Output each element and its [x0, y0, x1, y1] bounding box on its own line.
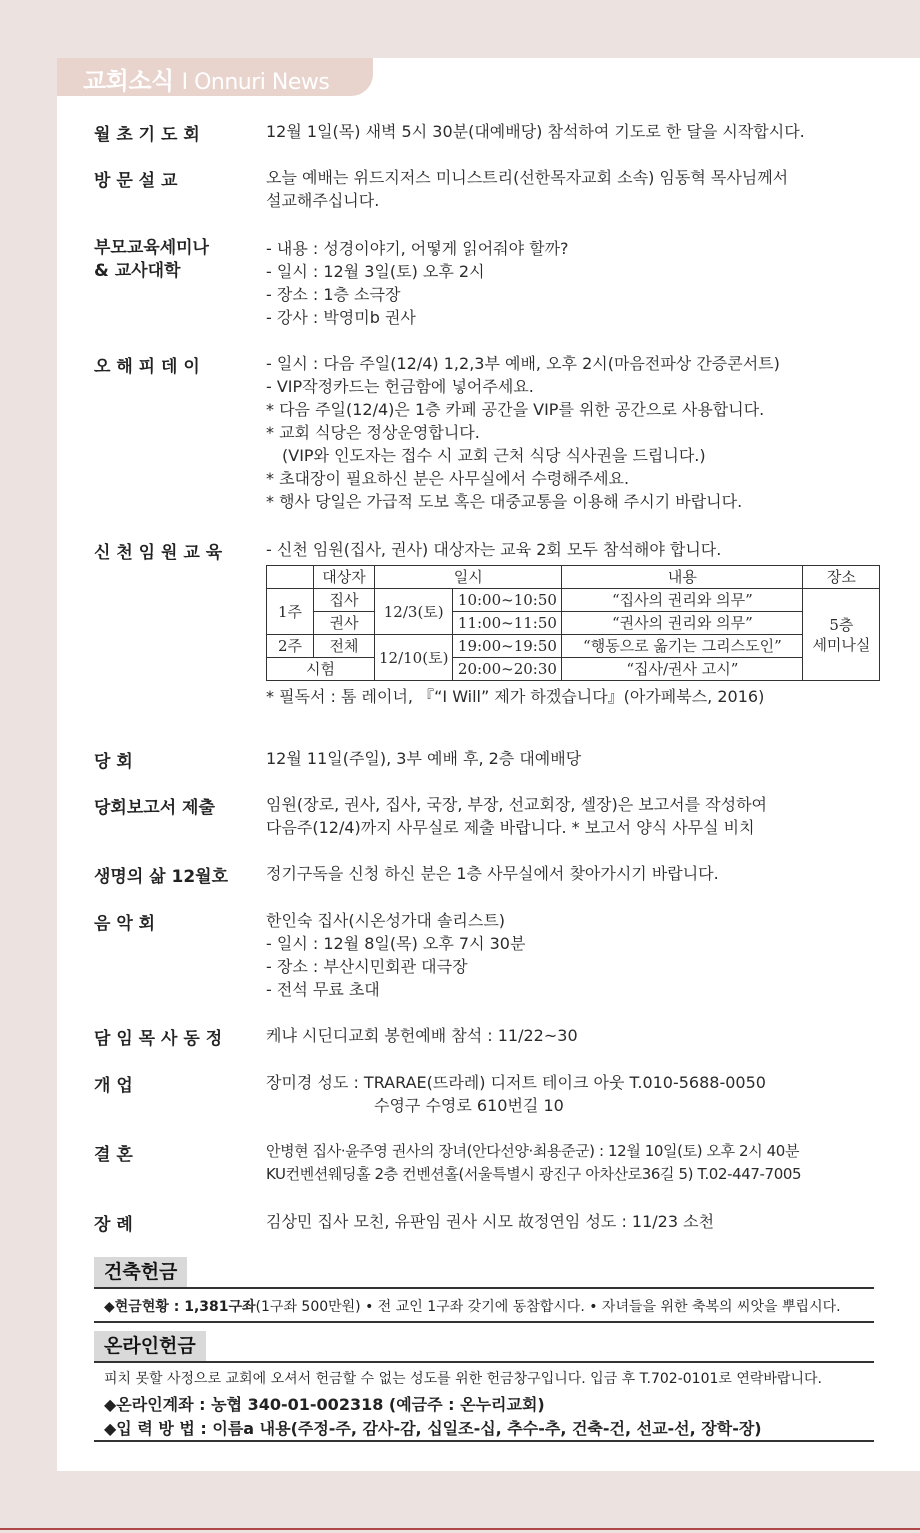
- table-cell: “집사의 권리와 의무”: [562, 589, 803, 612]
- item-line: 정기구독을 신청 하신 분은 1층 사무실에서 찾아가시기 바랍니다.: [266, 864, 719, 883]
- online-method: ◆입 력 방 법 : 이름a 내용(주정-주, 감사-감, 십일조-십, 추수-추, 건축-건, 선교-선, 장학-장): [104, 1419, 762, 1438]
- table-header: 내용: [562, 566, 803, 589]
- item-line: 한인숙 집사(시온성가대 솔리스트): [266, 911, 506, 930]
- table-header: 장소: [803, 566, 880, 589]
- table-cell: 1주: [267, 589, 314, 635]
- item-line: 임원(장로, 권사, 집사, 국장, 부장, 선교회장, 셀장)은 보고서를 작성하여: [266, 795, 768, 814]
- divider: [94, 1287, 874, 1289]
- item-label: 방 문 설 교: [94, 171, 178, 191]
- status-bold: ◆현금현황 : 1,381구좌: [104, 1299, 256, 1315]
- table-cell: 19:00~19:50: [453, 635, 562, 658]
- table-cell: 12/3(토): [375, 589, 453, 635]
- table-cell: “행동으로 옮기는 그리스도인”: [562, 635, 803, 658]
- table-cell: 20:00~20:30: [453, 658, 562, 681]
- item-label: 장 례: [94, 1215, 133, 1235]
- item-label: 담 임 목 사 동 정: [94, 1029, 223, 1049]
- table-cell: 권사: [314, 612, 375, 635]
- table-cell: 전체: [314, 635, 375, 658]
- item-label: 당회보고서 제출: [94, 798, 215, 818]
- table-cell: “집사/권사 고시”: [562, 658, 803, 681]
- item-line: - VIP작정카드는 헌금함에 넣어주세요.: [266, 377, 534, 396]
- item-label: 음 악 회: [94, 914, 156, 934]
- item-line: 12월 1일(목) 새벽 5시 30분(대예배당) 참석하여 기도로 한 달을 시작합시다.: [266, 122, 805, 141]
- item-label: 생명의 삶 12월호: [94, 867, 229, 887]
- item-line: * 교회 식당은 정상운영합니다.: [266, 423, 480, 442]
- online-offering-heading: 온라인헌금: [94, 1331, 206, 1361]
- item-line: 설교해주십니다.: [266, 191, 380, 210]
- item-label: 월 초 기 도 회: [94, 125, 200, 145]
- item-line: 안병현 집사·윤주영 권사의 장녀(안다선양·최용준군) : 12월 10일(토) 오후 2시 40분: [266, 1142, 800, 1160]
- item-line: (VIP와 인도자는 접수 시 교회 근처 식당 식사권을 드립니다.): [282, 446, 706, 465]
- item-line: 오늘 예배는 위드지저스 미니스트리(선한목자교회 소속) 임동혁 목사님께서: [266, 168, 789, 187]
- divider: [94, 1361, 874, 1363]
- item-line: 수영구 수영로 610번길 10: [374, 1096, 564, 1115]
- page-title: [83, 61, 329, 96]
- table-cell: [803, 589, 880, 681]
- table-cell: 11:00~11:50: [453, 612, 562, 635]
- table-row: [267, 635, 880, 658]
- label-line: 부모교육세미나: [94, 238, 209, 258]
- table-cell: “권사의 권리와 의무”: [562, 612, 803, 635]
- item-line: 케냐 시딘디교회 봉헌예배 참석 : 11/22~30: [266, 1026, 578, 1045]
- item-line: - 신천 임원(집사, 권사) 대상자는 교육 2회 모두 참석해야 합니다.: [266, 540, 722, 559]
- place-line: 5층: [829, 615, 854, 634]
- place-line: 세미나실: [812, 635, 871, 654]
- title-main: 교회소식: [83, 67, 174, 95]
- schedule-table: [266, 565, 880, 681]
- item-line: KU컨벤션웨딩홀 2층 컨벤션홀(서울특별시 광진구 아차산로36길 5) T.02-447-7005: [266, 1165, 802, 1183]
- building-offering-heading: 건축헌금: [94, 1257, 187, 1287]
- online-account: ◆온라인계좌 : 농협 340-01-002318 (예금주 : 온누리교회): [104, 1395, 545, 1414]
- table-cell: 시험: [267, 658, 375, 681]
- item-line: 김상민 집사 모친, 유판임 권사 시모 故정연임 성도 : 11/23 소천: [266, 1212, 715, 1231]
- item-line: - 전석 무료 초대: [266, 980, 380, 999]
- item-line: * 초대장이 필요하신 분은 사무실에서 수령해주세요.: [266, 469, 630, 488]
- title-sub: I Onnuri News: [181, 70, 330, 95]
- item-line: - 일시 : 12월 8일(목) 오후 7시 30분: [266, 934, 526, 953]
- building-offering-status: [104, 1296, 841, 1316]
- item-label: 개 업: [94, 1076, 133, 1096]
- table-cell: 12/10(토): [375, 635, 453, 681]
- item-line: - 일시 : 12월 3일(토) 오후 2시: [266, 262, 485, 281]
- status-rest: (1구좌 500만원) • 전 교인 1구좌 갖기에 동참합시다. • 자녀들을 위한 축복의 씨앗을 뿌립시다.: [255, 1299, 841, 1315]
- table-header-row: [267, 566, 880, 589]
- item-label: 결 혼: [94, 1145, 133, 1165]
- label-line: & 교사대학: [94, 261, 181, 281]
- table-row: [267, 658, 880, 681]
- item-label: 신 천 임 원 교 육: [94, 543, 223, 563]
- item-label: [94, 237, 244, 283]
- table-cell: 집사: [314, 589, 375, 612]
- table-row: [267, 612, 880, 635]
- table-header: 일시: [375, 566, 562, 589]
- item-line: 12월 11일(주일), 3부 예배 후, 2층 대예배당: [266, 749, 582, 768]
- item-line: - 내용 : 성경이야기, 어떻게 읽어줘야 할까?: [266, 239, 569, 258]
- item-line: 장미경 성도 : TRARAE(뜨라레) 디저트 테이크 아웃 T.010-5688-0050: [266, 1073, 766, 1092]
- item-line: - 강사 : 박영미b 권사: [266, 308, 416, 327]
- item-line: - 장소 : 부산시민회관 대극장: [266, 957, 468, 976]
- table-cell: 10:00~10:50: [453, 589, 562, 612]
- online-intro: 피치 못할 사정으로 교회에 오셔서 헌금할 수 없는 성도를 위한 헌금창구입니다. 입금 후 T.702-0101로 연락바랍니다.: [104, 1371, 822, 1387]
- table-row: [267, 589, 880, 612]
- item-label: 오 해 피 데 이: [94, 357, 200, 377]
- table-header: 대상자: [314, 566, 375, 589]
- item-line: - 일시 : 다음 주일(12/4) 1,2,3부 예배, 오후 2시(마음전파상 간증콘서트): [266, 354, 780, 373]
- item-line: 다음주(12/4)까지 사무실로 제출 바랍니다. * 보고서 양식 사무실 비치: [266, 818, 755, 837]
- table-cell: 2주: [267, 635, 314, 658]
- divider: [94, 1321, 874, 1323]
- item-line: * 다음 주일(12/4)은 1층 카페 공간을 VIP를 위한 공간으로 사용합니다.: [266, 400, 765, 419]
- bottom-rule: [0, 1528, 920, 1530]
- item-label: 당 회: [94, 752, 133, 772]
- item-line: - 장소 : 1층 소극장: [266, 285, 401, 304]
- divider: [94, 1440, 874, 1442]
- item-line: * 행사 당일은 가급적 도보 혹은 대중교통을 이용해 주시기 바랍니다.: [266, 492, 743, 511]
- item-note: * 필독서 : 톰 레이너, 『“I Will” 제가 하겠습니다』(아가페북스, 2016): [266, 687, 765, 706]
